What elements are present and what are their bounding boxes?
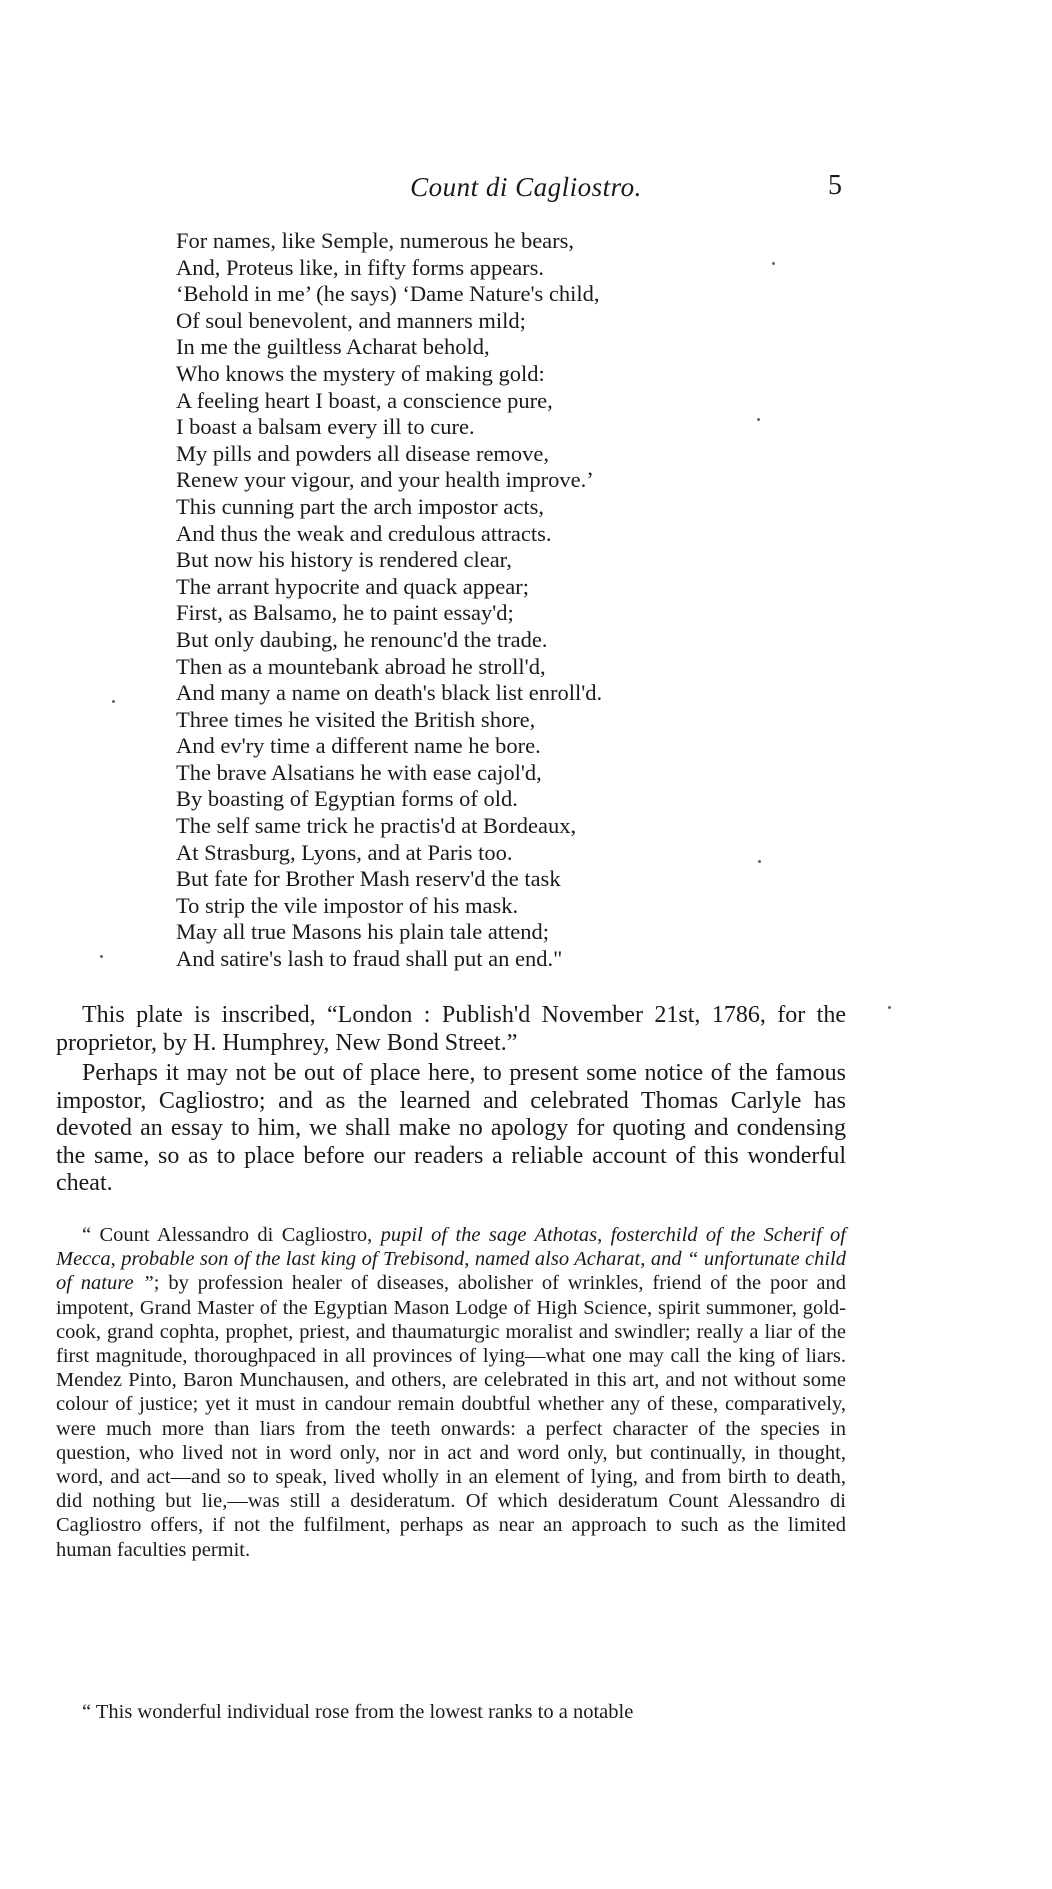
- poem-line: And thus the weak and credulous attracts.: [176, 520, 552, 546]
- quote-opening: “ Count Alessandro di Cagliostro,: [82, 1224, 381, 1246]
- body-paragraph: This plate is inscribed, “London : Publish'd November 21st, 1786, for the proprietor, by H. Humphrey, New Bond Street.”: [56, 1002, 846, 1056]
- poem-line: First, as Balsamo, he to paint essay'd;: [176, 600, 514, 626]
- quotation-continued: “ This wonderful individual rose from the lowest ranks to a notable: [82, 1701, 634, 1723]
- poem-line: The arrant hypocrite and quack appear;: [176, 573, 529, 599]
- quote-continuation: ; by profession healer of diseases, abolisher of wrinkles, friend of the poor and impotent, Grand Master of the Egyptian Mason Lodge of High Science, spirit summoner, gold-cook, grand cophta, prophet, priest, and thaumaturgic moralist and swindler; really a liar of the first magnitude, thoroughpaced in all provinces of lying—what one may call the king of liars. Mendez Pinto, Baron Munchausen, and others, are celebrated in this art, and not without some colour of justice; yet it must in candour remain doubtful whether any of these, comparatively, were much more than liars from the teeth onwards: a perfect character of the species in question, who lived not in word only, nor in act and word only, but continually, in thought, word, and act—and so to speak, lived wholly in an element of lying, and from birth to death, did nothing but lie,—was still a desideratum. Of which desideratum Count Alessandro di Cagliostro offers, if not the fulfilment, perhaps as near an approach to such as the limited human faculties permit.: [56, 1272, 846, 1561]
- poem-line: By boasting of Egyptian forms of old.: [176, 786, 518, 812]
- poem-line: And satire's lash to fraud shall put an end.": [176, 946, 563, 972]
- print-speck: [100, 955, 103, 958]
- poem-line: And ev'ry time a different name he bore.: [176, 733, 541, 759]
- body-paragraph: Perhaps it may not be out of place here, to present some notice of the famous impostor, Cagliostro; and as the learned and celebrated Thomas Carlyle has devoted an essay to him, we shall make no apology for quoting and condensing the same, so as to place before our readers a reliable account of this wonderful cheat.: [56, 1060, 846, 1196]
- poem-line: Renew your vigour, and your health improve.’: [176, 467, 594, 493]
- print-speck: [772, 262, 775, 265]
- print-speck: [888, 1006, 891, 1009]
- poem-line: But now his history is rendered clear,: [176, 547, 512, 573]
- poem-line: Then as a mountebank abroad he stroll'd,: [176, 653, 546, 679]
- poem-line: To strip the vile impostor of his mask.: [176, 892, 519, 918]
- poem-line: In me the guiltless Acharat behold,: [176, 334, 490, 360]
- carlyle-quotation: [56, 1223, 846, 1562]
- poem-line: But fate for Brother Mash reserv'd the task: [176, 866, 561, 892]
- poem-line: Three times he visited the British shore,: [176, 706, 536, 732]
- poem: [176, 228, 736, 973]
- poem-line: But only daubing, he renounc'd the trade.: [176, 626, 548, 652]
- poem-line: At Strasburg, Lyons, and at Paris too.: [176, 839, 513, 865]
- poem-line: The brave Alsatians he with ease cajol'd,: [176, 759, 542, 785]
- running-title: Count di Cagliostro.: [410, 172, 642, 202]
- poem-line: I boast a balsam every ill to cure.: [176, 414, 475, 440]
- page-number: 5: [828, 170, 842, 201]
- poem-line: May all true Masons his plain tale attend;: [176, 919, 550, 945]
- poem-line: ‘Behold in me’ (he says) ‘Dame Nature's child,: [176, 281, 600, 307]
- poem-line: And many a name on death's black list enroll'd.: [176, 680, 603, 706]
- poem-line: My pills and powders all disease remove,: [176, 440, 550, 466]
- poem-line: This cunning part the arch impostor acts,: [176, 493, 545, 519]
- print-speck: [758, 860, 761, 863]
- poem-line: And, Proteus like, in fifty forms appears.: [176, 254, 545, 280]
- print-speck: [757, 418, 760, 421]
- print-speck: [112, 700, 115, 703]
- poem-line: Who knows the mystery of making gold:: [176, 360, 545, 386]
- poem-line: The self same trick he practis'd at Bordeaux,: [176, 813, 577, 839]
- poem-line: A feeling heart I boast, a conscience pure,: [176, 387, 553, 413]
- poem-line: For names, like Semple, numerous he bears,: [176, 228, 575, 253]
- poem-line: Of soul benevolent, and manners mild;: [176, 307, 526, 333]
- quote-italic-titles: pupil of the sage Athotas, fosterchild of the Scherif of Mecca, probable son of the last king of Trebisond, named also Acharat, and “ unfortunate child of nature ”: [56, 1224, 847, 1295]
